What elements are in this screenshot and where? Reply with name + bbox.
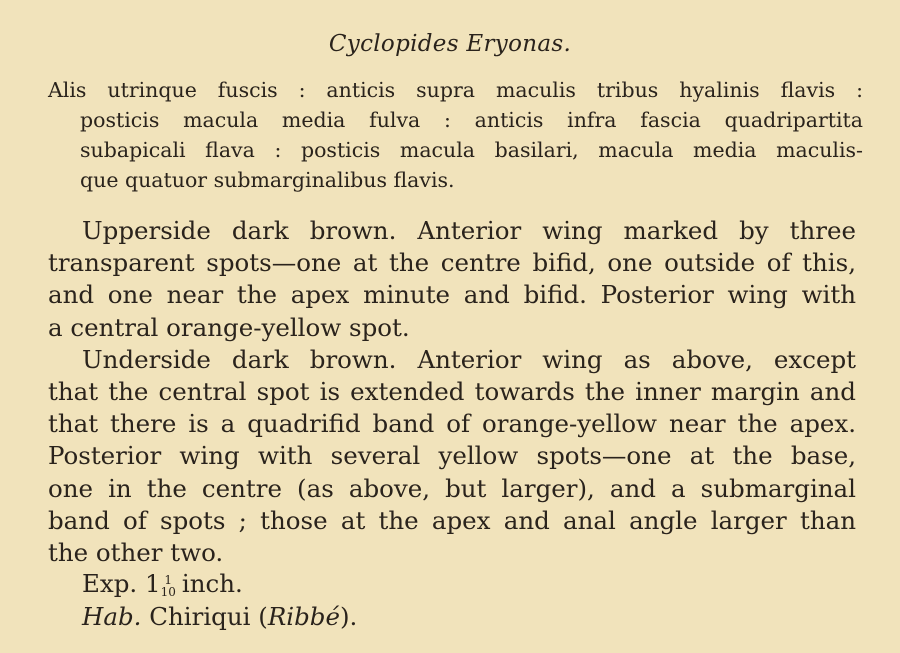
english-line: that there is a quadrifid band of orange-yellow near the apex. (48, 409, 856, 439)
habitat-line (82, 600, 357, 633)
expanse-line (82, 567, 357, 600)
latin-line: subapicali flava : posticis macula basilari, macula media maculis- (80, 138, 863, 162)
expanse-denominator: 10 (160, 584, 176, 599)
habitat-label: Hab. (82, 602, 142, 631)
english-line: one in the centre (as above, but larger), and a submarginal (48, 473, 856, 503)
english-line: band of spots ; those at the apex and anal angle larger than (48, 505, 856, 535)
english-line: Posterior wing with several yellow spots—one at the base, (48, 441, 856, 471)
expanse-fraction (161, 574, 176, 598)
expanse-numerator: 1 (164, 572, 173, 587)
english-line: Upperside dark brown. Anterior wing marked by three (82, 216, 856, 245)
english-line: the other two. (48, 538, 224, 568)
expanse-label: Exp. (82, 569, 138, 598)
english-description (48, 215, 856, 569)
specimen-meta (82, 567, 357, 633)
english-line: a central orange-yellow spot. (48, 312, 410, 342)
expanse-whole: 1 (144, 569, 161, 598)
habitat-close-paren: ). (339, 602, 358, 631)
english-line: and one near the apex minute and bifid. Posterior wing with (48, 280, 856, 310)
species-title: Cyclopides Eryonas. (328, 31, 572, 57)
latin-line: Alis utrinque fuscis : anticis supra maculis tribus hyalinis flavis : (48, 78, 863, 102)
habitat-collector: Ribbé (267, 602, 340, 631)
english-line: Underside dark brown. Anterior wing as above, except (82, 344, 856, 374)
latin-line: posticis macula media fulva : anticis infra fascia quadripartita (80, 108, 863, 132)
expanse-unit: inch. (181, 569, 243, 598)
english-line: transparent spots—one at the centre bifid, one outside of this, (48, 248, 856, 278)
english-line: that the central spot is extended towards the inner margin and (48, 377, 856, 407)
habitat-open-paren: ( (258, 602, 268, 631)
latin-line: que quatuor submarginalibus flavis. (80, 168, 455, 192)
habitat-locality: Chiriqui (149, 602, 251, 631)
latin-description (48, 75, 863, 195)
